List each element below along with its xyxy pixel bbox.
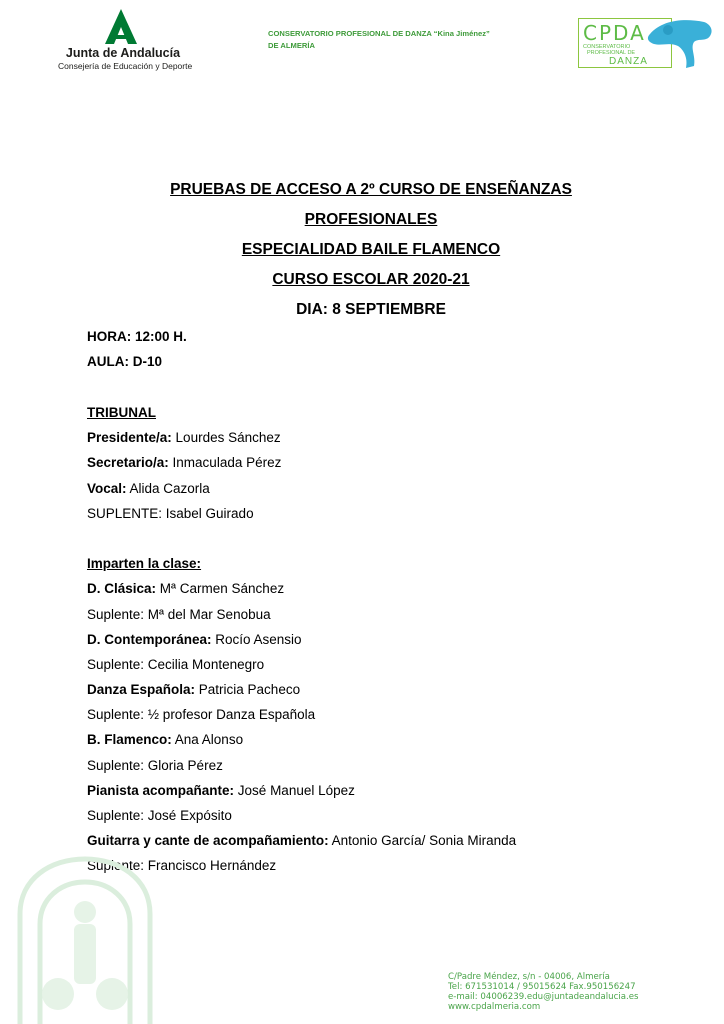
junta-subtitle: Consejería de Educación y Deporte: [58, 61, 193, 71]
title-line-2-text: PROFESIONALES: [304, 211, 438, 228]
presidente-value: Lourdes Sánchez: [171, 430, 281, 445]
footer-web[interactable]: www.cpdalmeria.com: [448, 1002, 541, 1012]
cpda-letters: CPDA: [583, 21, 646, 45]
title-line-4: [0, 271, 724, 289]
pianista-label: Pianista acompañante:: [87, 783, 235, 798]
vocal-value: Alida Cazorla: [126, 481, 210, 496]
junta-name: Junta de Andalucía: [65, 46, 181, 60]
footer-contact: [448, 972, 639, 1012]
secretario-line: [87, 455, 281, 470]
contemporanea-line: [87, 632, 302, 647]
contemporanea-label: D. Contemporánea:: [87, 632, 212, 647]
clasica-line: [87, 581, 284, 596]
flamenco-label: B. Flamenco:: [87, 732, 172, 747]
flamenco-suplente: Suplente: Gloria Pérez: [87, 758, 223, 773]
conservatorio-line-2: DE ALMERÍA: [268, 41, 315, 50]
clasica-value: Mª Carmen Sánchez: [156, 581, 285, 596]
pianista-value: José Manuel López: [234, 783, 355, 798]
title-line-1-text: PRUEBAS DE ACCESO A 2º CURSO DE ENSEÑANZAS: [170, 181, 572, 198]
presidente-line: [87, 430, 281, 445]
title-line-5-text: DIA: 8 SEPTIEMBRE: [296, 301, 446, 318]
flamenco-value: Ana Alonso: [171, 732, 244, 747]
secretario-label: Secretario/a:: [87, 455, 169, 470]
title-line-3: [0, 241, 724, 259]
guitarra-suplente: Suplente: Francisco Hernández: [87, 858, 277, 873]
contemporanea-value: Rocío Asensio: [211, 632, 302, 647]
dancer-icon: [644, 16, 716, 72]
vocal-line: [87, 481, 210, 496]
pianista-suplente: Suplente: José Expósito: [87, 808, 232, 823]
flamenco-line: [87, 732, 243, 747]
guitarra-label: Guitarra y cante de acompañamiento:: [87, 833, 329, 848]
cpda-text-3: DANZA: [609, 56, 648, 67]
junta-andalucia-logo: [58, 8, 193, 72]
tribunal-suplente: SUPLENTE: Isabel Guirado: [87, 506, 254, 521]
espanola-line: [87, 682, 300, 697]
andalucia-watermark-icon: [0, 854, 170, 1024]
cpda-logo: [578, 16, 716, 72]
vocal-label: Vocal:: [87, 481, 127, 496]
footer-email[interactable]: e-mail: 04006239.edu@juntadeandalucia.es: [448, 992, 639, 1002]
secretario-value: Inmaculada Pérez: [168, 455, 282, 470]
footer-address: C/Padre Méndez, s/n - 04006, Almería: [448, 972, 610, 982]
espanola-value: Patricia Pacheco: [195, 682, 301, 697]
junta-emblem-icon: [104, 8, 138, 46]
footer-phones: Tel: 671531014 / 95015624 Fax.950156247: [448, 982, 636, 992]
title-line-4-text: CURSO ESCOLAR 2020-21: [272, 271, 470, 288]
title-line-1: [0, 181, 724, 199]
conservatorio-heading: [268, 28, 548, 52]
title-line-3-text: ESPECIALIDAD BAILE FLAMENCO: [241, 241, 501, 258]
conservatorio-line-1: CONSERVATORIO PROFESIONAL DE DANZA “Kina Jiménez”: [268, 29, 490, 38]
espanola-suplente: Suplente: ½ profesor Danza Española: [87, 707, 316, 722]
clasica-suplente: Suplente: Mª del Mar Senobua: [87, 607, 271, 622]
clase-heading: Imparten la clase:: [87, 556, 202, 571]
presidente-label: Presidente/a:: [87, 430, 172, 445]
espanola-label: Danza Española:: [87, 682, 196, 697]
aula-line: AULA: D-10: [87, 354, 163, 369]
title-line-2: [0, 211, 724, 229]
cpda-text-1: CONSERVATORIO: [583, 44, 631, 50]
pianista-line: [87, 783, 355, 798]
guitarra-line: [87, 833, 516, 848]
cpda-text-2: PROFESIONAL DE: [587, 50, 636, 56]
hora-line: HORA: 12:00 H.: [87, 329, 187, 344]
title-line-5: [0, 301, 724, 319]
guitarra-value: Antonio García/ Sonia Miranda: [328, 833, 517, 848]
clasica-label: D. Clásica:: [87, 581, 157, 596]
tribunal-heading: TRIBUNAL: [87, 405, 156, 420]
contemporanea-suplente: Suplente: Cecilia Montenegro: [87, 657, 265, 672]
